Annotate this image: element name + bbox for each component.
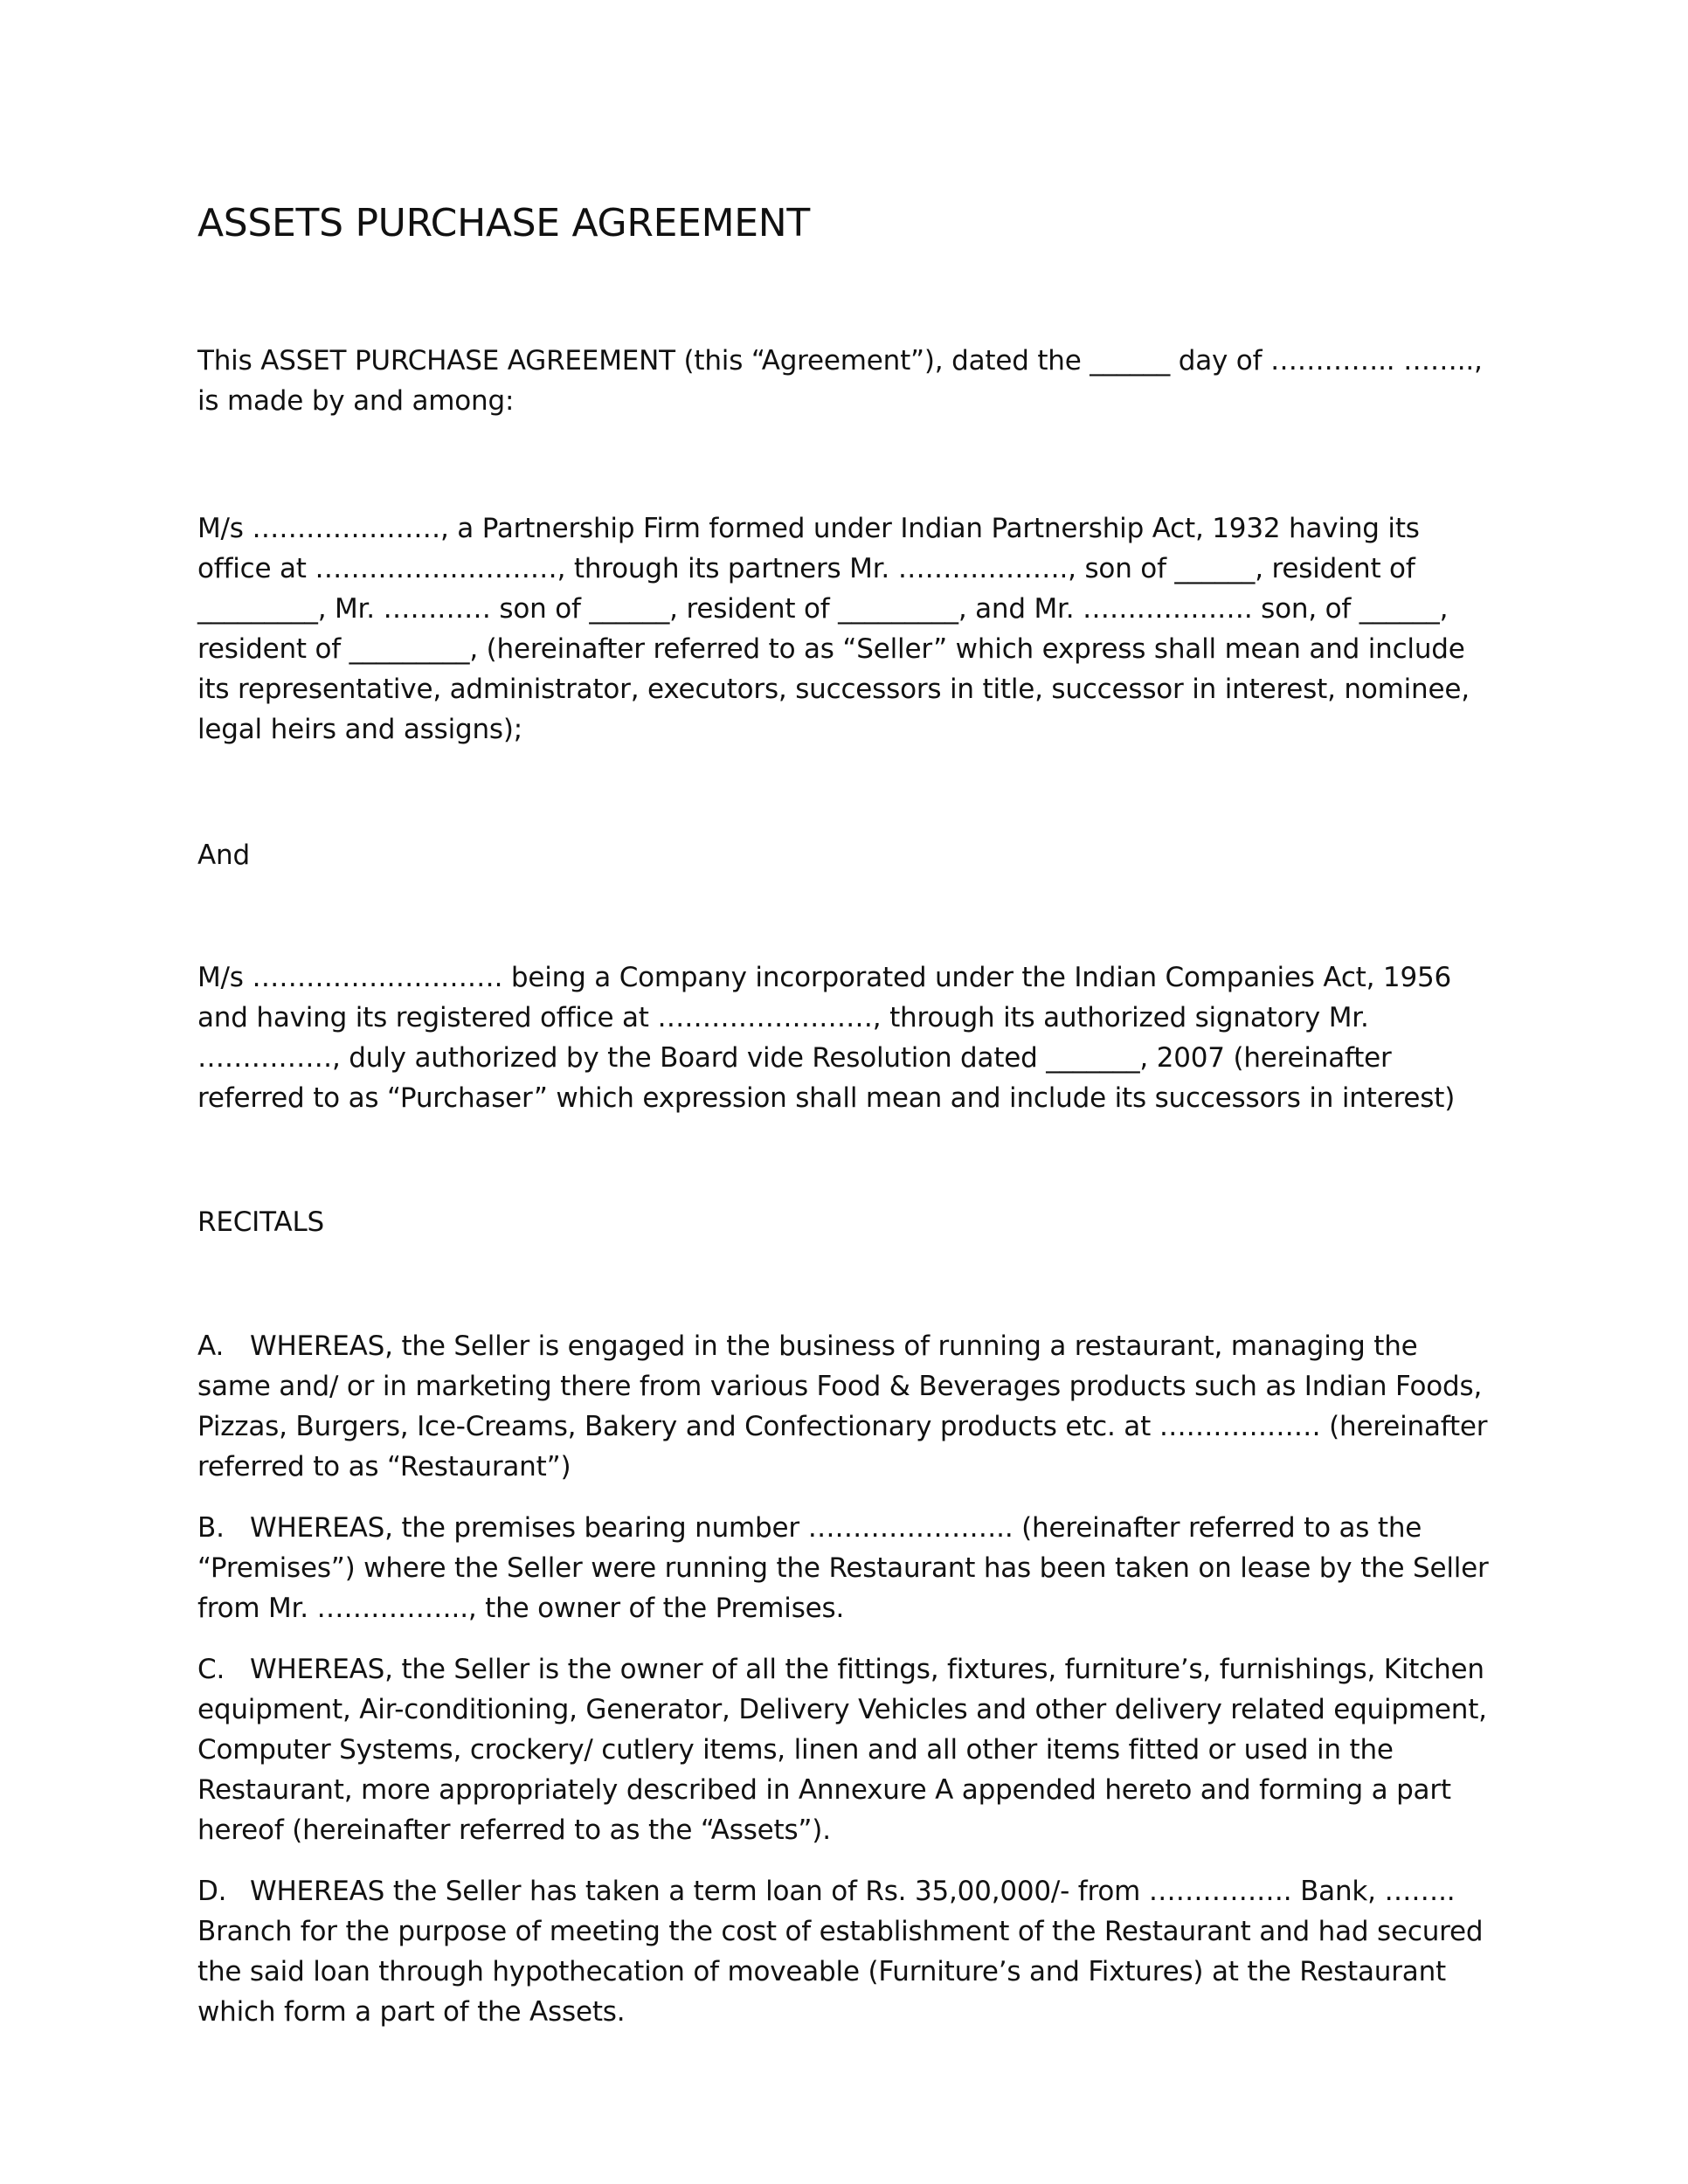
recital-letter: D. xyxy=(197,1876,227,1907)
recital-letter: B. xyxy=(197,1512,225,1544)
recital-text: WHEREAS, the Seller is engaged in the business of running a restaurant, managing the same and/ or in marketing there from various Food & Beverages products such as Indian Foods, Pizzas, Burgers, Ice-Creams, Bakery and Confectionary products etc. at ……………… (hereinafter referred to as “Restaurant”) xyxy=(197,1330,1488,1482)
seller-clause: M/s …………………, a Partnership Firm formed under Indian Partnership Act, 1932 having its office at ………………………, through its partners Mr. ………………., son of ______, resident of _________, Mr. ………… son of ______, resident of _________, and Mr. ………………. son, of ______, resident of _________, (hereinafter referred to as “Seller” which express shall mean and include its representative, administrator, executors, successors in title, successor in interest, nominee, legal heirs and assigns); xyxy=(197,513,1470,745)
recital-text: WHEREAS, the Seller is the owner of all the fittings, fixtures, furniture’s, furnishings, Kitchen equipment, Air-conditioning, Generator, Delivery Vehicles and other delivery related equipment, Computer Systems, crockery/ cutlery items, linen and all other items fitted or used in the Restaurant, more appropriately described in Annexure A appended hereto and forming a part hereof (hereinafter referred to as the “Assets”). xyxy=(197,1654,1487,1846)
recital-item xyxy=(197,1326,1491,1487)
recital-letter: A. xyxy=(197,1330,225,1362)
recitals-list xyxy=(197,1326,1491,2032)
recitals-heading: RECITALS xyxy=(197,1206,324,1238)
purchaser-clause: M/s ………………………. being a Company incorporated under the Indian Companies Act, 1956 and having its registered office at ……………………, through its authorized signatory Mr. ……………, duly authorized by the Board vide Resolution dated _______, 2007 (hereinafter referred to as “Purchaser” which expression shall mean and include its successors in interest) xyxy=(197,962,1456,1114)
recital-letter: C. xyxy=(197,1654,225,1685)
and-label: And xyxy=(197,840,250,871)
recital-text: WHEREAS the Seller has taken a term loan of Rs. 35,00,000/- from ……………. Bank, …….. Branch for the purpose of meeting the cost of establishment of the Restaurant and had secured the said loan through hypothecation of moveable (Furniture’s and Fixtures) at the Restaurant which form a part of the Assets. xyxy=(197,1876,1484,2028)
intro-paragraph: This ASSET PURCHASE AGREEMENT (this “Agreement”), dated the ______ day of ………….. …….., is made by and among: xyxy=(197,345,1483,417)
recital-item xyxy=(197,1871,1491,2032)
recital-text: WHEREAS, the premises bearing number ………………….. (hereinafter referred to as the “Premises”) where the Seller were running the Restaurant has been taken on lease by the Seller from Mr. …………….., the owner of the Premises. xyxy=(197,1512,1489,1624)
document-title: ASSETS PURCHASE AGREEMENT xyxy=(197,201,810,245)
document-body xyxy=(197,197,1491,2053)
recital-item xyxy=(197,1649,1491,1850)
recital-item xyxy=(197,1508,1491,1628)
